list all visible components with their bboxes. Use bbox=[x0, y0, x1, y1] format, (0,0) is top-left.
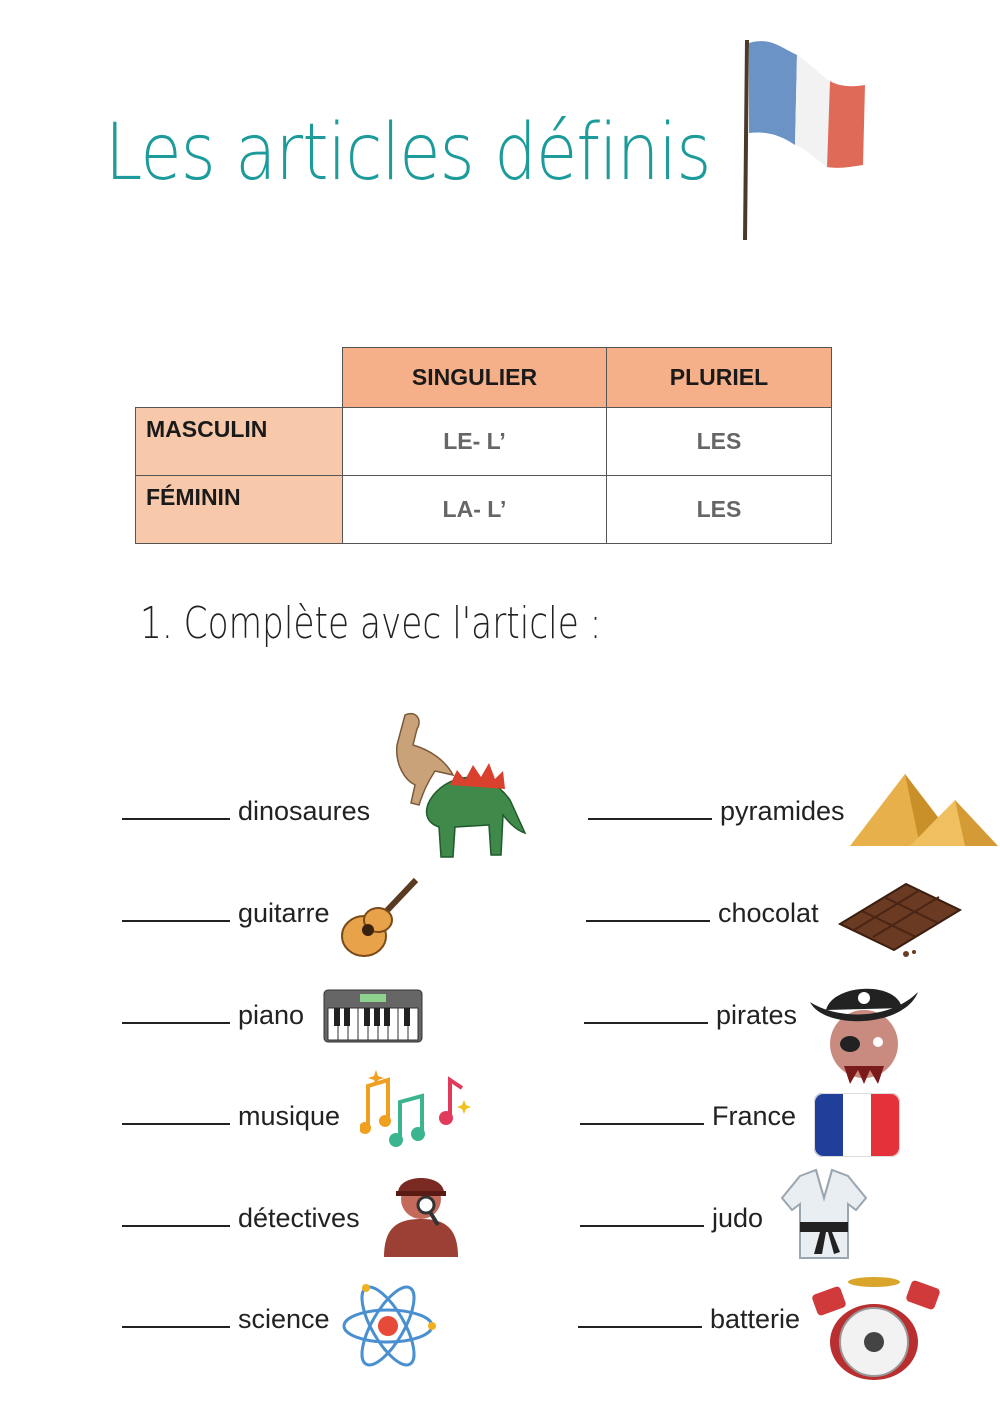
list-item bbox=[578, 1304, 800, 1335]
answer-blank[interactable] bbox=[586, 898, 710, 922]
answer-blank[interactable] bbox=[122, 1000, 230, 1024]
exercise-heading: 1. Complète avec l'article : bbox=[140, 598, 602, 649]
french-flag-icon bbox=[814, 1093, 900, 1161]
item-word: piano bbox=[238, 1000, 305, 1030]
list-item bbox=[588, 796, 845, 827]
list-item bbox=[122, 1203, 360, 1234]
list-item bbox=[586, 898, 819, 929]
item-word: judo bbox=[712, 1203, 764, 1233]
answer-blank[interactable] bbox=[122, 796, 230, 820]
item-word: chocolat bbox=[718, 898, 819, 928]
list-item bbox=[580, 1203, 763, 1234]
item-word: batterie bbox=[710, 1304, 801, 1334]
answer-blank[interactable] bbox=[588, 796, 712, 820]
articles-table bbox=[135, 347, 832, 544]
item-word: science bbox=[238, 1304, 330, 1334]
answer-blank[interactable] bbox=[580, 1101, 704, 1125]
header-singulier: SINGULIER bbox=[343, 348, 607, 408]
cell-masculin-pluriel: LES bbox=[607, 408, 832, 476]
keyboard-icon bbox=[322, 988, 424, 1048]
list-item bbox=[122, 1000, 304, 1031]
answer-blank[interactable] bbox=[122, 1203, 230, 1227]
item-word: guitarre bbox=[238, 898, 330, 928]
item-word: dinosaures bbox=[238, 796, 371, 826]
dinosaur-icon bbox=[375, 705, 530, 869]
list-item bbox=[122, 1101, 340, 1132]
pirate-icon bbox=[808, 980, 920, 1092]
item-word: pyramides bbox=[720, 796, 845, 826]
list-item bbox=[580, 1101, 796, 1132]
answer-blank[interactable] bbox=[122, 1304, 230, 1328]
list-item bbox=[122, 1304, 330, 1335]
row-label-feminin: FÉMININ bbox=[136, 476, 343, 544]
waving-flag-icon bbox=[735, 35, 875, 245]
answer-blank[interactable] bbox=[122, 898, 230, 922]
guitar-icon bbox=[338, 872, 423, 964]
page-title: Les articles définis bbox=[105, 108, 711, 198]
answer-blank[interactable] bbox=[580, 1203, 704, 1227]
table-corner bbox=[136, 348, 343, 408]
list-item bbox=[122, 796, 370, 827]
drum-icon bbox=[812, 1272, 942, 1388]
list-item bbox=[122, 898, 330, 929]
item-word: détectives bbox=[238, 1203, 360, 1233]
pyramids-icon bbox=[850, 770, 1000, 852]
list-item bbox=[584, 1000, 797, 1031]
detective-icon bbox=[378, 1165, 464, 1261]
header-pluriel: PLURIEL bbox=[607, 348, 832, 408]
cell-feminin-singulier: LA- L’ bbox=[343, 476, 607, 544]
item-word: musique bbox=[238, 1101, 341, 1131]
cell-masculin-singulier: LE- L’ bbox=[343, 408, 607, 476]
answer-blank[interactable] bbox=[122, 1101, 230, 1125]
answer-blank[interactable] bbox=[584, 1000, 708, 1024]
answer-blank[interactable] bbox=[578, 1304, 702, 1328]
judo-gi-icon bbox=[780, 1168, 868, 1264]
music-notes-icon bbox=[360, 1066, 475, 1154]
chocolate-icon bbox=[836, 876, 964, 962]
atom-icon bbox=[338, 1280, 438, 1376]
cell-feminin-pluriel: LES bbox=[607, 476, 832, 544]
row-label-masculin: MASCULIN bbox=[136, 408, 343, 476]
item-word: France bbox=[712, 1101, 797, 1131]
item-word: pirates bbox=[716, 1000, 798, 1030]
